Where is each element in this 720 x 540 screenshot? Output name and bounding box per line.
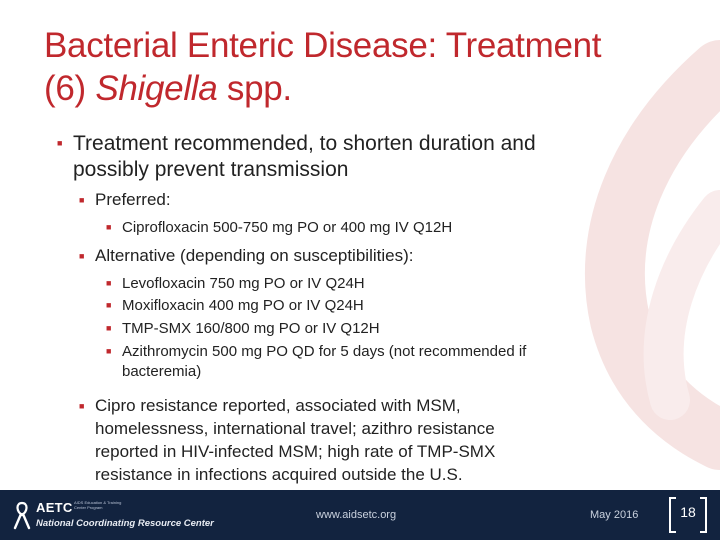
bullet-preferred-item-1: Ciprofloxacin 500-750 mg PO or 400 mg IV Q12H (122, 219, 453, 236)
title-suffix: spp. (217, 69, 292, 108)
square-bullet-icon: ■ (106, 323, 112, 333)
square-bullet-icon: ■ (106, 300, 112, 310)
footer-date: May 2016 (590, 509, 639, 521)
page-number: 18 (680, 504, 696, 520)
aetc-ncrc-logo (8, 498, 248, 532)
footer-bar (0, 490, 720, 540)
bullet-resistance-line-1: Cipro resistance reported, associated with MSM, (95, 396, 461, 415)
title-prefix: (6) (44, 69, 96, 108)
bullet-alternative-item-1: Levofloxacin 750 mg PO or IV Q24H (122, 275, 365, 292)
footer-url: www.aidsetc.org (316, 509, 397, 521)
logo-abbrev: AETC (36, 500, 73, 515)
bullet-alternative-item-3: TMP-SMX 160/800 mg PO or IV Q12H (122, 320, 380, 337)
bullet-resistance-line-2: homelessness, international travel; azithro resistance (95, 419, 495, 438)
square-bullet-icon: ■ (106, 222, 112, 232)
square-bullet-icon: ■ (57, 138, 63, 148)
bullet-alternative: Alternative (depending on susceptibilities): (95, 246, 414, 265)
bullet-alternative-item-2: Moxifloxacin 400 mg PO or IV Q24H (122, 297, 364, 314)
title-organism: Shigella (95, 69, 218, 108)
title-line-1: Bacterial Enteric Disease: Treatment (44, 26, 602, 65)
bullet-resistance-line-4: resistance in infections acquired outside the U.S. (95, 465, 463, 484)
logo-program-text: AIDS Education & Training Center Program (74, 500, 122, 510)
square-bullet-icon: ■ (79, 401, 85, 411)
square-bullet-icon: ■ (106, 346, 112, 356)
awareness-ribbon-icon (12, 500, 32, 530)
square-bullet-icon: ■ (79, 195, 85, 205)
square-bullet-icon: ■ (79, 251, 85, 261)
bullet-resistance-line-3: reported in HIV-infected MSM; high rate of TMP-SMX (95, 442, 496, 461)
bullet-treatment-line-1: Treatment recommended, to shorten duration and (73, 132, 536, 155)
logo-name: National Coordinating Resource Center (36, 518, 214, 529)
page-number-box (668, 496, 708, 534)
bullet-alternative-item-4: Azithromycin 500 mg PO QD for 5 days (not recommended if (122, 343, 527, 360)
bullet-preferred: Preferred: (95, 190, 171, 209)
square-bullet-icon: ■ (106, 278, 112, 288)
bullet-treatment-line-2: possibly prevent transmission (73, 158, 349, 181)
bullet-alternative-item-4-cont: bacteremia) (122, 363, 202, 380)
